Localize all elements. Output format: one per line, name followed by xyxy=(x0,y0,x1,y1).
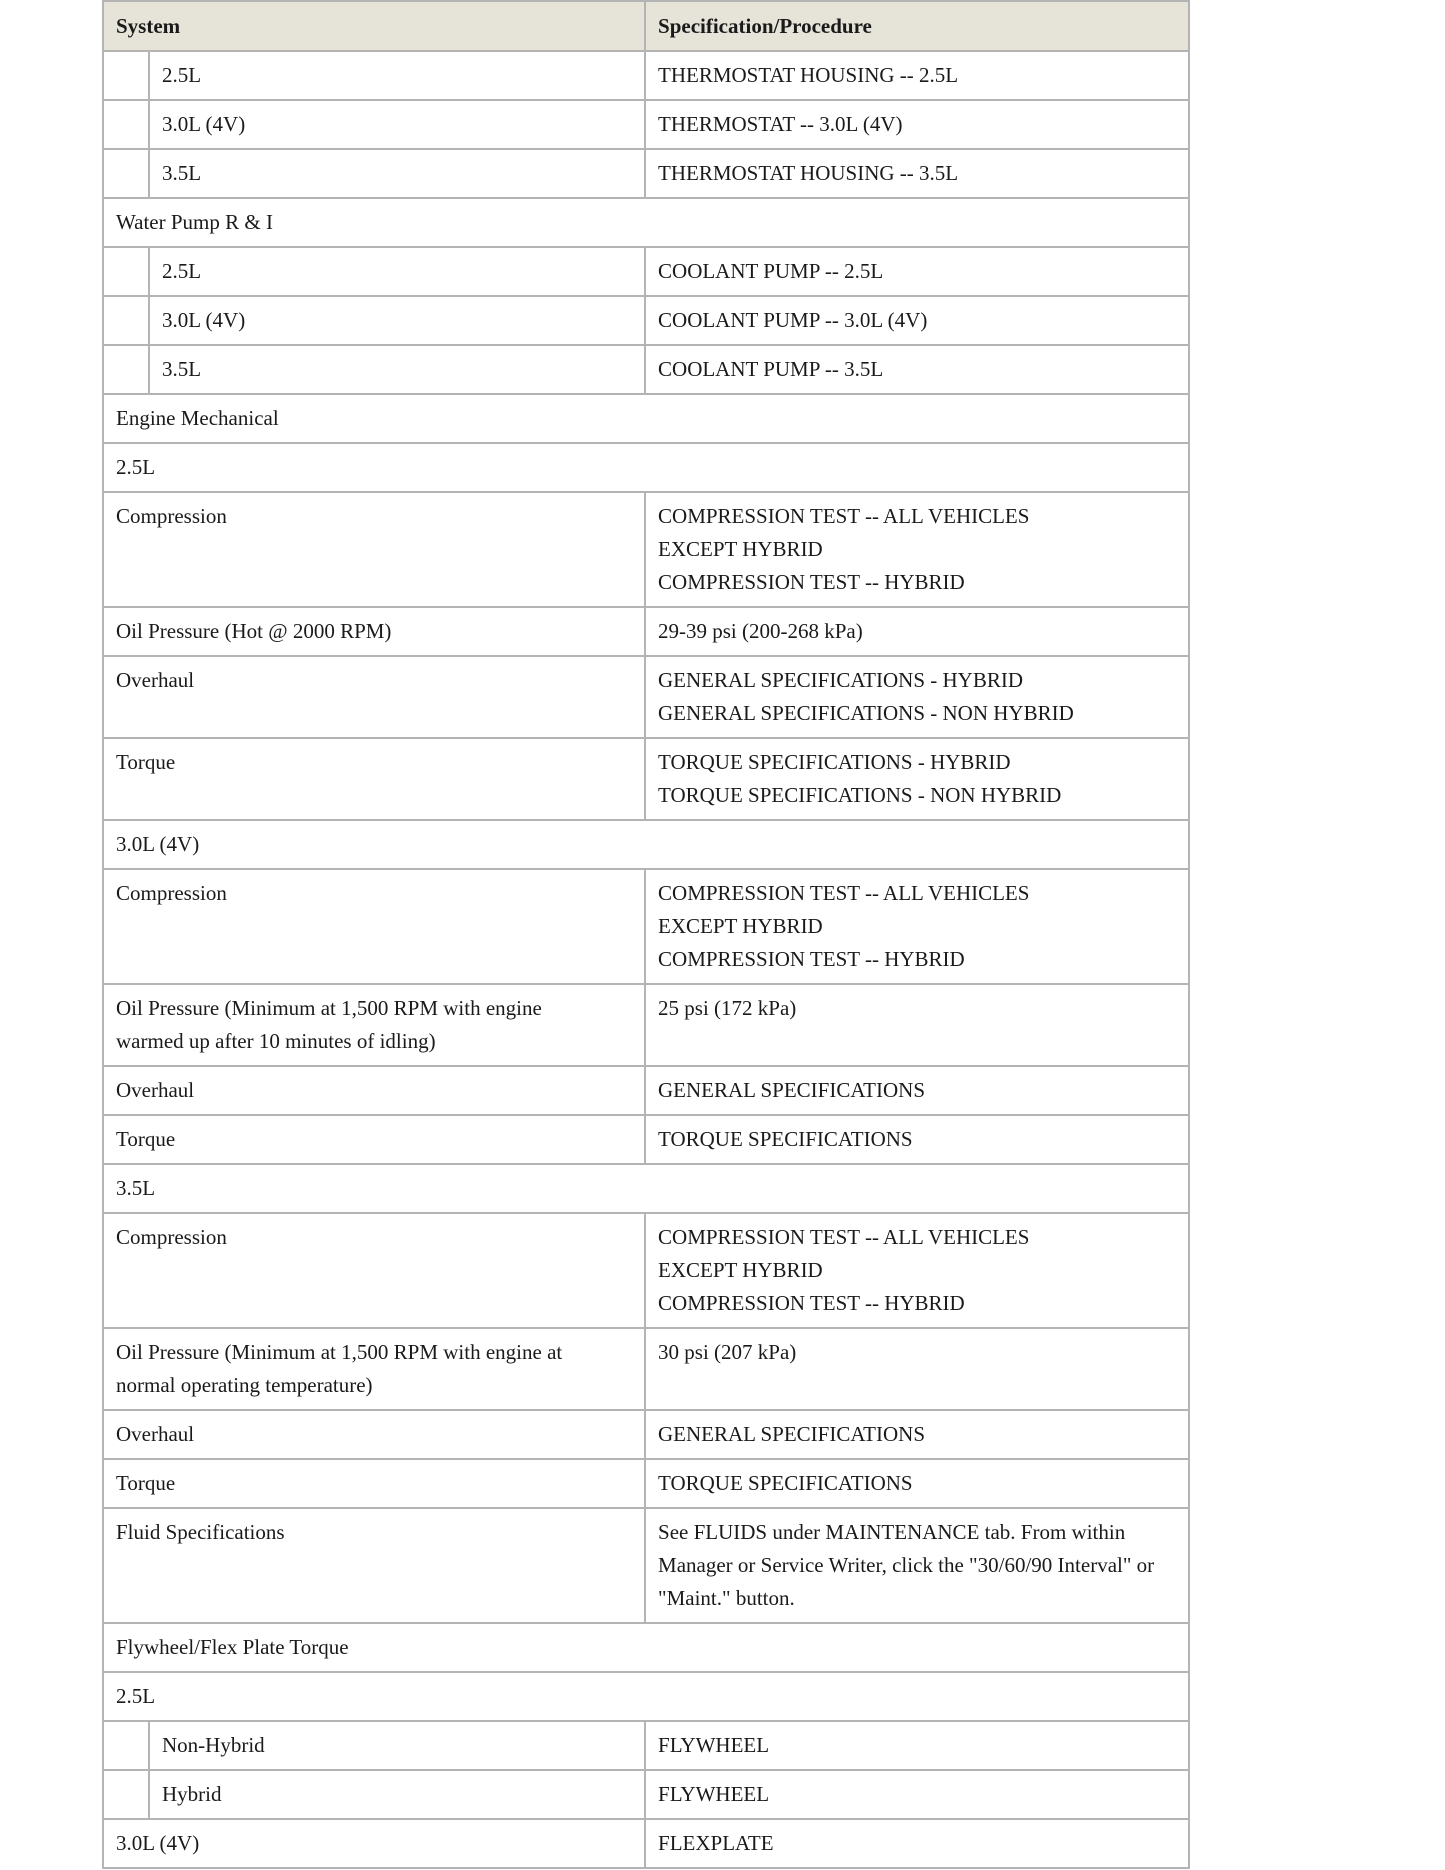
table-row xyxy=(103,656,1189,738)
spec-cell xyxy=(645,51,1189,100)
system-cell: Hybrid xyxy=(149,1770,645,1819)
spec-cell xyxy=(645,1721,1189,1770)
cell-line: COMPRESSION TEST -- HYBRID xyxy=(658,1291,965,1315)
table-row xyxy=(103,1115,1189,1164)
cell-line: COOLANT PUMP -- 3.0L (4V) xyxy=(658,308,928,332)
system-cell xyxy=(103,984,645,1066)
cell-line: Overhaul xyxy=(116,1078,195,1102)
cell-line: EXCEPT HYBRID xyxy=(658,537,823,561)
table-row xyxy=(103,100,1189,149)
cell-line: 30 psi (207 kPa) xyxy=(658,1340,797,1364)
cell-line: warmed up after 10 minutes of idling) xyxy=(116,1029,436,1053)
header-specification: Specification/Procedure xyxy=(645,1,1189,51)
subsection-heading: 2.5L xyxy=(103,1672,1189,1721)
spec-cell xyxy=(645,1508,1189,1623)
cell-line: Oil Pressure (Minimum at 1,500 RPM with engine xyxy=(116,996,542,1020)
table-row xyxy=(103,247,1189,296)
cell-line: GENERAL SPECIFICATIONS xyxy=(658,1078,926,1102)
cell-line: Manager or Service Writer, click the "30/60/90 Interval" or xyxy=(658,1553,1155,1577)
cell-line: FLYWHEEL xyxy=(658,1733,770,1757)
system-cell xyxy=(103,492,645,607)
table-row xyxy=(103,51,1189,100)
system-cell: 2.5L xyxy=(149,247,645,296)
table-row xyxy=(103,1721,1189,1770)
cell-line: COMPRESSION TEST -- ALL VEHICLES xyxy=(658,504,1030,528)
spec-cell xyxy=(645,296,1189,345)
table-row xyxy=(103,492,1189,607)
section-heading: Engine Mechanical xyxy=(103,394,1189,443)
cell-line: TORQUE SPECIFICATIONS xyxy=(658,1127,913,1151)
table-row xyxy=(103,738,1189,820)
cell-line: Torque xyxy=(116,750,176,774)
spec-cell xyxy=(645,1115,1189,1164)
spec-cell xyxy=(645,247,1189,296)
section-heading: Flywheel/Flex Plate Torque xyxy=(103,1623,1189,1672)
cell-line: Compression xyxy=(116,504,227,528)
indent-cell xyxy=(103,1770,149,1819)
cell-line: Overhaul xyxy=(116,1422,195,1446)
table-row xyxy=(103,149,1189,198)
cell-line: Torque xyxy=(116,1471,176,1495)
system-cell: 3.0L (4V) xyxy=(103,1819,645,1868)
system-cell xyxy=(103,1459,645,1508)
subsection-heading: 2.5L xyxy=(103,443,1189,492)
table-row xyxy=(103,443,1189,492)
spec-cell xyxy=(645,607,1189,656)
spec-cell xyxy=(645,1066,1189,1115)
indent-cell xyxy=(103,345,149,394)
cell-line: Torque xyxy=(116,1127,176,1151)
cell-line: COMPRESSION TEST -- ALL VEHICLES xyxy=(658,881,1030,905)
system-cell: Non-Hybrid xyxy=(149,1721,645,1770)
table-body xyxy=(103,51,1189,1868)
cell-line: THERMOSTAT HOUSING -- 2.5L xyxy=(658,63,959,87)
system-cell xyxy=(103,738,645,820)
cell-line: GENERAL SPECIFICATIONS xyxy=(658,1422,926,1446)
cell-line: TORQUE SPECIFICATIONS - NON HYBRID xyxy=(658,783,1062,807)
cell-line: Compression xyxy=(116,1225,227,1249)
indent-cell xyxy=(103,51,149,100)
subsection-heading: 3.5L xyxy=(103,1164,1189,1213)
system-cell xyxy=(103,1066,645,1115)
cell-line: GENERAL SPECIFICATIONS - NON HYBRID xyxy=(658,701,1074,725)
spec-cell xyxy=(645,149,1189,198)
table-row xyxy=(103,1508,1189,1623)
system-cell: 3.5L xyxy=(149,345,645,394)
specification-table xyxy=(102,0,1190,1869)
cell-line: Overhaul xyxy=(116,668,195,692)
table-row xyxy=(103,1213,1189,1328)
cell-line: TORQUE SPECIFICATIONS xyxy=(658,1471,913,1495)
table-row xyxy=(103,1770,1189,1819)
table-row xyxy=(103,394,1189,443)
system-cell xyxy=(103,1115,645,1164)
spec-cell xyxy=(645,492,1189,607)
cell-line: FLEXPLATE xyxy=(658,1831,774,1855)
table-row xyxy=(103,869,1189,984)
cell-line: 25 psi (172 kPa) xyxy=(658,996,797,1020)
indent-cell xyxy=(103,296,149,345)
table-row xyxy=(103,1459,1189,1508)
system-cell: 2.5L xyxy=(149,51,645,100)
spec-cell xyxy=(645,1328,1189,1410)
indent-cell xyxy=(103,100,149,149)
system-cell xyxy=(103,1328,645,1410)
cell-line: COMPRESSION TEST -- HYBRID xyxy=(658,570,965,594)
spec-cell xyxy=(645,345,1189,394)
table-row xyxy=(103,1328,1189,1410)
cell-line: GENERAL SPECIFICATIONS - HYBRID xyxy=(658,668,1024,692)
spec-cell xyxy=(645,656,1189,738)
cell-line: FLYWHEEL xyxy=(658,1782,770,1806)
spec-cell xyxy=(645,984,1189,1066)
header-system: System xyxy=(103,1,645,51)
system-cell xyxy=(103,869,645,984)
table-row xyxy=(103,198,1189,247)
table-row xyxy=(103,1623,1189,1672)
spec-cell xyxy=(645,100,1189,149)
cell-line: normal operating temperature) xyxy=(116,1373,373,1397)
table-row xyxy=(103,1066,1189,1115)
spec-cell xyxy=(645,1770,1189,1819)
table-row xyxy=(103,345,1189,394)
cell-line: 29-39 psi (200-268 kPa) xyxy=(658,619,863,643)
spec-cell xyxy=(645,738,1189,820)
system-cell xyxy=(103,656,645,738)
system-cell: Fluid Specifications xyxy=(103,1508,645,1623)
cell-line: THERMOSTAT HOUSING -- 3.5L xyxy=(658,161,959,185)
cell-line: Oil Pressure (Hot @ 2000 RPM) xyxy=(116,619,392,643)
system-cell xyxy=(103,1213,645,1328)
system-cell: 3.0L (4V) xyxy=(149,296,645,345)
table-row xyxy=(103,820,1189,869)
system-cell: 3.0L (4V) xyxy=(149,100,645,149)
cell-line: Oil Pressure (Minimum at 1,500 RPM with engine at xyxy=(116,1340,563,1364)
spec-cell xyxy=(645,869,1189,984)
subsection-heading: 3.0L (4V) xyxy=(103,820,1189,869)
cell-line: See FLUIDS under MAINTENANCE tab. From within xyxy=(658,1520,1126,1544)
spec-cell xyxy=(645,1459,1189,1508)
indent-cell xyxy=(103,149,149,198)
table-row xyxy=(103,1164,1189,1213)
cell-line: Compression xyxy=(116,881,227,905)
indent-cell xyxy=(103,247,149,296)
table-row xyxy=(103,1672,1189,1721)
cell-line: COOLANT PUMP -- 2.5L xyxy=(658,259,884,283)
cell-line: COOLANT PUMP -- 3.5L xyxy=(658,357,884,381)
table-header-row xyxy=(103,1,1189,51)
cell-line: "Maint." button. xyxy=(658,1586,795,1610)
table-row xyxy=(103,1410,1189,1459)
cell-line: EXCEPT HYBRID xyxy=(658,914,823,938)
cell-line: EXCEPT HYBRID xyxy=(658,1258,823,1282)
cell-line: THERMOSTAT -- 3.0L (4V) xyxy=(658,112,903,136)
spec-cell xyxy=(645,1213,1189,1328)
cell-line: COMPRESSION TEST -- HYBRID xyxy=(658,947,965,971)
subsection-heading: Water Pump R & I xyxy=(103,198,1189,247)
system-cell xyxy=(103,1410,645,1459)
table-row xyxy=(103,607,1189,656)
spec-cell xyxy=(645,1819,1189,1868)
table-row xyxy=(103,296,1189,345)
cell-line: TORQUE SPECIFICATIONS - HYBRID xyxy=(658,750,1011,774)
cell-line: COMPRESSION TEST -- ALL VEHICLES xyxy=(658,1225,1030,1249)
spec-cell xyxy=(645,1410,1189,1459)
indent-cell xyxy=(103,1721,149,1770)
table-row xyxy=(103,1819,1189,1868)
system-cell xyxy=(103,607,645,656)
table-row xyxy=(103,984,1189,1066)
system-cell: 3.5L xyxy=(149,149,645,198)
